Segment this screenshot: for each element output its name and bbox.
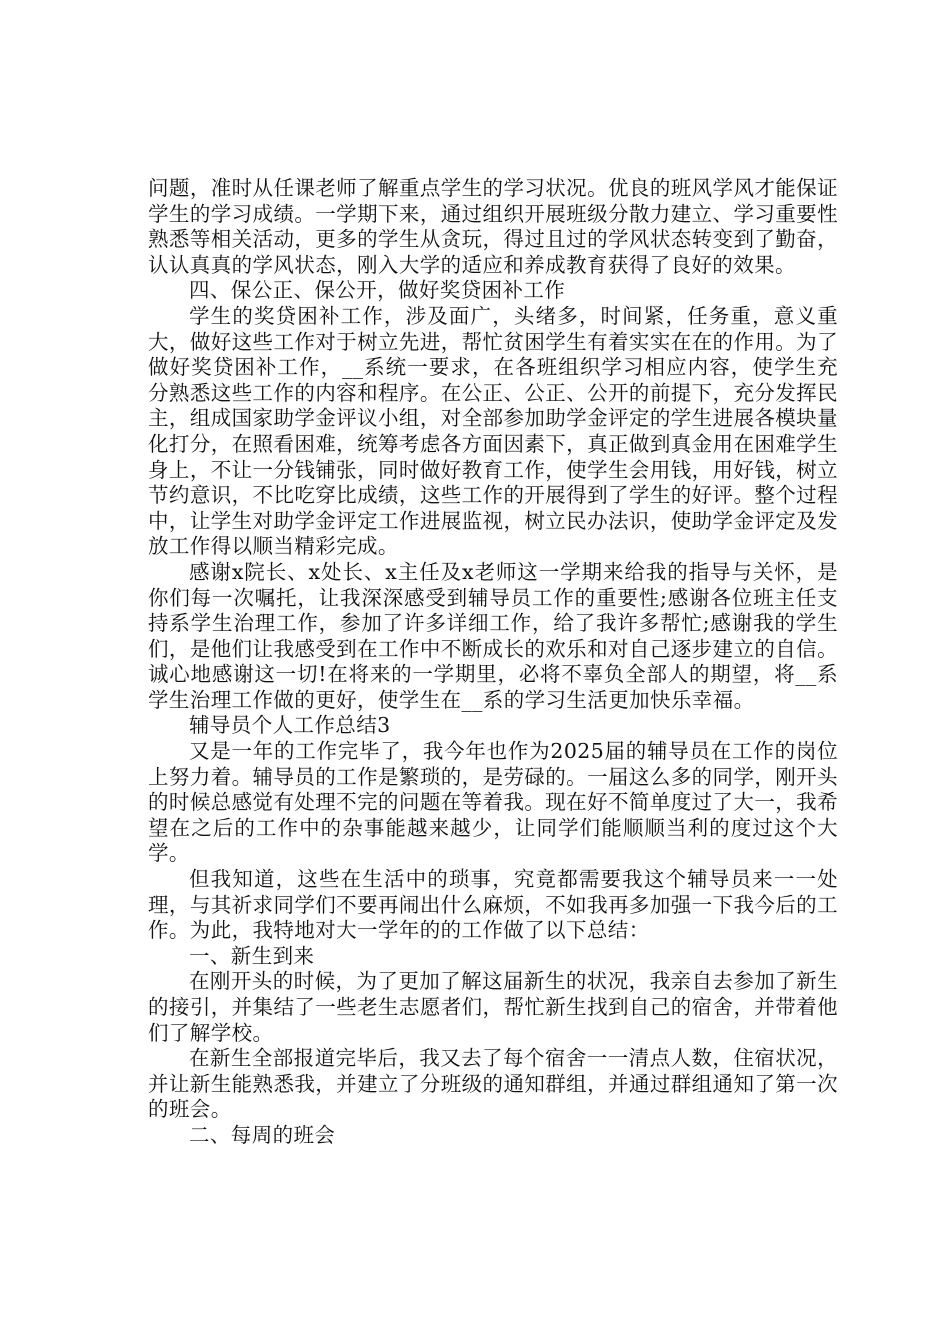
paragraph: 感谢x院长、x处长、x主任及x老师这一学期来给我的指导与关怀，是你们每一次嘱托，让我深深感受到辅导员工作的重要性;感谢各位班主任支持系学生治理工作，参加了许多详细工作，给了我许多帮忙;感谢我的学生们，是他们让我感受到在工作中不断成长的欢乐和对自己逐步建立的自信。诚心地感谢这一切!在将来的一学期里，必将不辜负全部人的期望，将__系学生治理工作做的更好，使学生在__系的学习生活更加快乐幸福。 <box>148 559 838 712</box>
paragraph: 在新生全部报道完毕后，我又去了每个宿舍一一清点人数，住宿状况，并让新生能熟悉我，并建立了分班级的通知群组，并通过群组通知了第一次的班会。 <box>148 1046 838 1122</box>
paragraph: 在刚开头的时候，为了更加了解这届新生的状况，我亲自去参加了新生的接引，并集结了一些老生志愿者们，帮忙新生找到自己的宿舍，并带着他们了解学校。 <box>148 969 838 1045</box>
section-heading-4: 四、保公正、保公开，做好奖贷困补工作 <box>189 278 566 303</box>
document-title: 辅导员个人工作总结3 <box>189 713 391 738</box>
document-body <box>148 176 838 1149</box>
section-heading-1: 一、新生到来 <box>189 943 315 968</box>
paragraph: 又是一年的工作完毕了，我今年也作为2025届的辅导员在工作的岗位上努力着。辅导员的工作是繁琐的，是劳碌的。一届这么多的同学，刚开头的时候总感觉有处理不完的问题在等着我。现在好不简单度过了大一，我希望在之后的工作中的杂事能越来越少，让同学们能顺顺当利的度过这个大学。 <box>148 739 838 866</box>
paragraph: 但我知道，这些在生活中的琐事，究竟都需要我这个辅导员来一一处理，与其祈求同学们不要再闹出什么麻烦，不如我再多加强一下我今后的工作。为此，我特地对大一学年的的工作做了以下总结： <box>148 867 838 943</box>
paragraph: 问题，准时从任课老师了解重点学生的学习状况。优良的班风学风才能保证学生的学习成绩。一学期下来，通过组织开展班级分散力建立、学习重要性熟悉等相关活动，更多的学生从贪玩，得过且过的学风状态转变到了勤奋，认认真真的学风状态，刚入大学的适应和养成教育获得了良好的效果。 <box>148 176 838 277</box>
section-heading-2: 二、每周的班会 <box>189 1122 336 1147</box>
paragraph: 学生的奖贷困补工作，涉及面广，头绪多，时间紧，任务重，意义重大，做好这些工作对于树立先进，帮忙贫困学生有着实实在在的作用。为了做好奖贷困补工作，__系统一要求，在各班组织学习相应内容，使学生充分熟悉这些工作的内容和程序。在公正、公正、公开的前提下，充分发挥民主，组成国家助学金评议小组，对全部参加助学金评定的学生进展各模块量化打分，在照看困难，统筹考虑各方面因素下，真正做到真金用在困难学生身上，不让一分钱铺张，同时做好教育工作，使学生会用钱，用好钱，树立节约意识，不比吃穿比成绩，这些工作的开展得到了学生的好评。整个过程中，让学生对助学金评定工作进展监视，树立民办法识，使助学金评定及发放工作得以顺当精彩完成。 <box>148 303 838 559</box>
